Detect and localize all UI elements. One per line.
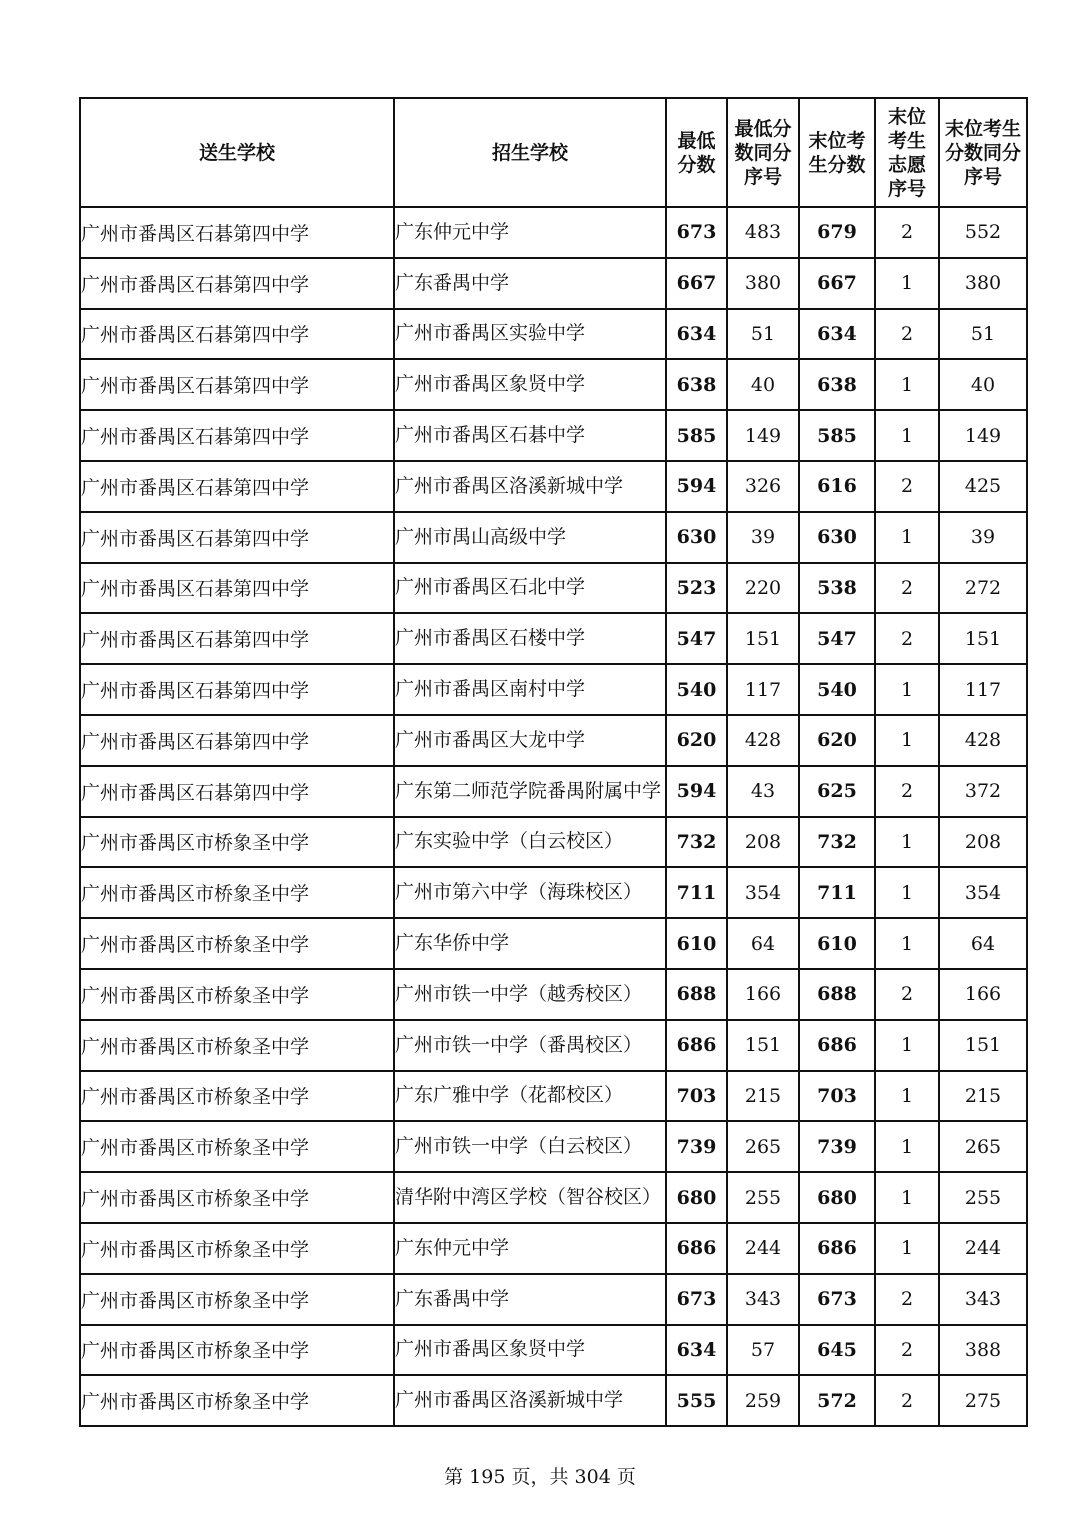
cell-last-choice-rank: 1 — [875, 1223, 939, 1274]
cell-admitting-school: 广州市番禺区象贤中学 — [394, 359, 666, 410]
cell-last-choice-rank: 1 — [875, 664, 939, 715]
cell-sending-school: 广州市番禺区石碁第四中学 — [80, 664, 394, 715]
cell-min-score-tie-rank: 151 — [727, 613, 799, 664]
cell-last-score-tie-rank: 354 — [939, 867, 1027, 918]
cell-sending-school: 广州市番禺区石碁第四中学 — [80, 715, 394, 766]
cell-sending-school: 广州市番禺区市桥象圣中学 — [80, 867, 394, 918]
cell-last-score: 673 — [799, 1274, 875, 1325]
cell-min-score: 680 — [666, 1172, 727, 1223]
cell-last-score-tie-rank: 425 — [939, 461, 1027, 512]
cell-min-score-tie-rank: 220 — [727, 563, 799, 614]
cell-last-score-tie-rank: 372 — [939, 766, 1027, 817]
score-table — [79, 97, 1028, 1427]
cell-min-score: 688 — [666, 969, 727, 1020]
table-body — [80, 207, 1027, 1426]
table-row — [80, 1325, 1027, 1376]
cell-sending-school: 广州市番禺区石碁第四中学 — [80, 207, 394, 258]
cell-last-score-tie-rank: 208 — [939, 817, 1027, 868]
cell-last-score: 572 — [799, 1375, 875, 1426]
cell-min-score-tie-rank: 255 — [727, 1172, 799, 1223]
cell-last-choice-rank: 2 — [875, 1274, 939, 1325]
cell-admitting-school: 广州市铁一中学（番禺校区） — [394, 1020, 666, 1071]
cell-sending-school: 广州市番禺区石碁第四中学 — [80, 410, 394, 461]
header-last-score-tie-rank: 末位考生分数同分序号 — [939, 98, 1027, 207]
cell-last-score: 540 — [799, 664, 875, 715]
cell-last-score-tie-rank: 151 — [939, 1020, 1027, 1071]
cell-last-score: 585 — [799, 410, 875, 461]
cell-min-score: 638 — [666, 359, 727, 410]
cell-admitting-school: 广州市番禺区洛溪新城中学 — [394, 461, 666, 512]
table-row — [80, 969, 1027, 1020]
cell-min-score-tie-rank: 428 — [727, 715, 799, 766]
table-row — [80, 867, 1027, 918]
cell-min-score-tie-rank: 343 — [727, 1274, 799, 1325]
cell-admitting-school: 广州市番禺区南村中学 — [394, 664, 666, 715]
cell-admitting-school: 广州市铁一中学（白云校区） — [394, 1121, 666, 1172]
cell-admitting-school: 广州市番禺区石楼中学 — [394, 613, 666, 664]
cell-min-score: 630 — [666, 512, 727, 563]
cell-min-score: 711 — [666, 867, 727, 918]
cell-last-choice-rank: 2 — [875, 207, 939, 258]
table-row — [80, 664, 1027, 715]
cell-admitting-school: 广东实验中学（白云校区） — [394, 817, 666, 868]
cell-min-score: 673 — [666, 1274, 727, 1325]
cell-min-score: 523 — [666, 563, 727, 614]
cell-admitting-school: 广东仲元中学 — [394, 1223, 666, 1274]
cell-last-score: 686 — [799, 1223, 875, 1274]
cell-admitting-school: 广州市番禺区象贤中学 — [394, 1325, 666, 1376]
cell-min-score: 739 — [666, 1121, 727, 1172]
cell-last-score: 680 — [799, 1172, 875, 1223]
cell-admitting-school: 广州市番禺区石碁中学 — [394, 410, 666, 461]
page-footer: 第 195 页，共 304 页 — [444, 1466, 636, 1488]
cell-sending-school: 广州市番禺区石碁第四中学 — [80, 258, 394, 309]
cell-sending-school: 广州市番禺区市桥象圣中学 — [80, 1274, 394, 1325]
cell-last-score-tie-rank: 39 — [939, 512, 1027, 563]
cell-min-score-tie-rank: 259 — [727, 1375, 799, 1426]
cell-last-score: 645 — [799, 1325, 875, 1376]
header-min-score-tie-rank: 最低分数同分序号 — [727, 98, 799, 207]
cell-admitting-school: 广州市番禺区石北中学 — [394, 563, 666, 614]
cell-last-score-tie-rank: 343 — [939, 1274, 1027, 1325]
cell-last-score-tie-rank: 244 — [939, 1223, 1027, 1274]
cell-min-score: 686 — [666, 1223, 727, 1274]
cell-min-score: 686 — [666, 1020, 727, 1071]
cell-sending-school: 广州市番禺区市桥象圣中学 — [80, 1375, 394, 1426]
cell-admitting-school: 广东番禺中学 — [394, 1274, 666, 1325]
cell-sending-school: 广州市番禺区石碁第四中学 — [80, 461, 394, 512]
cell-last-score: 703 — [799, 1071, 875, 1122]
cell-last-score-tie-rank: 215 — [939, 1071, 1027, 1122]
table-row — [80, 258, 1027, 309]
cell-min-score-tie-rank: 166 — [727, 969, 799, 1020]
cell-admitting-school: 清华附中湾区学校（智谷校区） — [394, 1172, 666, 1223]
cell-last-choice-rank: 1 — [875, 410, 939, 461]
cell-last-choice-rank: 2 — [875, 309, 939, 360]
cell-admitting-school: 广东仲元中学 — [394, 207, 666, 258]
cell-last-score: 620 — [799, 715, 875, 766]
cell-min-score-tie-rank: 149 — [727, 410, 799, 461]
cell-last-score-tie-rank: 428 — [939, 715, 1027, 766]
cell-last-score-tie-rank: 151 — [939, 613, 1027, 664]
cell-last-choice-rank: 1 — [875, 715, 939, 766]
cell-sending-school: 广州市番禺区石碁第四中学 — [80, 359, 394, 410]
cell-min-score-tie-rank: 64 — [727, 918, 799, 969]
cell-sending-school: 广州市番禺区市桥象圣中学 — [80, 1325, 394, 1376]
cell-last-score: 625 — [799, 766, 875, 817]
cell-last-score: 686 — [799, 1020, 875, 1071]
cell-min-score: 634 — [666, 1325, 727, 1376]
cell-min-score-tie-rank: 354 — [727, 867, 799, 918]
cell-admitting-school: 广州市铁一中学（越秀校区） — [394, 969, 666, 1020]
table-row — [80, 1172, 1027, 1223]
cell-min-score: 620 — [666, 715, 727, 766]
table-row — [80, 461, 1027, 512]
cell-last-score-tie-rank: 380 — [939, 258, 1027, 309]
cell-last-choice-rank: 2 — [875, 1325, 939, 1376]
cell-last-choice-rank: 1 — [875, 1121, 939, 1172]
table-row — [80, 1223, 1027, 1274]
table-row — [80, 207, 1027, 258]
cell-admitting-school: 广东第二师范学院番禺附属中学 — [394, 766, 666, 817]
cell-last-score: 538 — [799, 563, 875, 614]
cell-last-choice-rank: 2 — [875, 1375, 939, 1426]
cell-last-choice-rank: 1 — [875, 1020, 939, 1071]
cell-last-score: 679 — [799, 207, 875, 258]
header-last-choice-rank: 末位考生志愿序号 — [875, 98, 939, 207]
table-row — [80, 1071, 1027, 1122]
cell-sending-school: 广州市番禺区市桥象圣中学 — [80, 1071, 394, 1122]
cell-last-choice-rank: 1 — [875, 867, 939, 918]
cell-last-score: 630 — [799, 512, 875, 563]
cell-last-score-tie-rank: 275 — [939, 1375, 1027, 1426]
cell-last-score: 634 — [799, 309, 875, 360]
cell-last-choice-rank: 2 — [875, 461, 939, 512]
cell-last-score-tie-rank: 117 — [939, 664, 1027, 715]
cell-last-choice-rank: 1 — [875, 1172, 939, 1223]
cell-min-score-tie-rank: 117 — [727, 664, 799, 715]
cell-min-score-tie-rank: 380 — [727, 258, 799, 309]
cell-min-score: 594 — [666, 766, 727, 817]
cell-admitting-school: 广东番禺中学 — [394, 258, 666, 309]
table-row — [80, 817, 1027, 868]
table-row — [80, 715, 1027, 766]
cell-admitting-school: 广州市番禺区洛溪新城中学 — [394, 1375, 666, 1426]
cell-min-score: 732 — [666, 817, 727, 868]
cell-min-score-tie-rank: 208 — [727, 817, 799, 868]
cell-last-score-tie-rank: 265 — [939, 1121, 1027, 1172]
cell-last-score: 739 — [799, 1121, 875, 1172]
cell-admitting-school: 广州市番禺区实验中学 — [394, 309, 666, 360]
cell-min-score-tie-rank: 244 — [727, 1223, 799, 1274]
cell-last-choice-rank: 2 — [875, 563, 939, 614]
cell-last-score-tie-rank: 40 — [939, 359, 1027, 410]
cell-admitting-school: 广州市第六中学（海珠校区） — [394, 867, 666, 918]
cell-last-choice-rank: 1 — [875, 918, 939, 969]
table-row — [80, 512, 1027, 563]
table-row — [80, 309, 1027, 360]
cell-min-score: 673 — [666, 207, 727, 258]
table-header-row — [80, 98, 1027, 207]
cell-min-score-tie-rank: 483 — [727, 207, 799, 258]
table-row — [80, 1375, 1027, 1426]
cell-last-score: 610 — [799, 918, 875, 969]
cell-sending-school: 广州市番禺区市桥象圣中学 — [80, 969, 394, 1020]
cell-min-score-tie-rank: 151 — [727, 1020, 799, 1071]
cell-admitting-school: 广东广雅中学（花都校区） — [394, 1071, 666, 1122]
cell-last-score: 638 — [799, 359, 875, 410]
table-row — [80, 1121, 1027, 1172]
cell-sending-school: 广州市番禺区市桥象圣中学 — [80, 918, 394, 969]
cell-last-score-tie-rank: 149 — [939, 410, 1027, 461]
cell-last-score: 616 — [799, 461, 875, 512]
cell-last-choice-rank: 2 — [875, 969, 939, 1020]
table-row — [80, 918, 1027, 969]
header-last-score: 末位考生分数 — [799, 98, 875, 207]
cell-min-score-tie-rank: 57 — [727, 1325, 799, 1376]
cell-min-score-tie-rank: 43 — [727, 766, 799, 817]
header-min-score: 最低分数 — [666, 98, 727, 207]
cell-sending-school: 广州市番禺区市桥象圣中学 — [80, 1020, 394, 1071]
cell-sending-school: 广州市番禺区石碁第四中学 — [80, 766, 394, 817]
table-row — [80, 1274, 1027, 1325]
cell-last-score-tie-rank: 166 — [939, 969, 1027, 1020]
cell-sending-school: 广州市番禺区石碁第四中学 — [80, 563, 394, 614]
cell-last-score: 688 — [799, 969, 875, 1020]
cell-min-score-tie-rank: 326 — [727, 461, 799, 512]
cell-min-score: 703 — [666, 1071, 727, 1122]
table-row — [80, 613, 1027, 664]
header-admitting-school: 招生学校 — [394, 98, 666, 207]
cell-last-score-tie-rank: 272 — [939, 563, 1027, 614]
cell-admitting-school: 广州市番禺区大龙中学 — [394, 715, 666, 766]
cell-min-score: 585 — [666, 410, 727, 461]
cell-min-score-tie-rank: 39 — [727, 512, 799, 563]
cell-last-score: 732 — [799, 817, 875, 868]
cell-admitting-school: 广州市禺山高级中学 — [394, 512, 666, 563]
cell-min-score: 547 — [666, 613, 727, 664]
table-row — [80, 563, 1027, 614]
cell-min-score: 540 — [666, 664, 727, 715]
cell-last-choice-rank: 1 — [875, 817, 939, 868]
cell-last-score: 667 — [799, 258, 875, 309]
cell-last-choice-rank: 1 — [875, 1071, 939, 1122]
cell-min-score-tie-rank: 265 — [727, 1121, 799, 1172]
cell-min-score-tie-rank: 51 — [727, 309, 799, 360]
cell-sending-school: 广州市番禺区市桥象圣中学 — [80, 817, 394, 868]
cell-min-score: 634 — [666, 309, 727, 360]
cell-sending-school: 广州市番禺区石碁第四中学 — [80, 309, 394, 360]
cell-last-score-tie-rank: 552 — [939, 207, 1027, 258]
table-row — [80, 1020, 1027, 1071]
cell-last-score-tie-rank: 64 — [939, 918, 1027, 969]
cell-last-score-tie-rank: 255 — [939, 1172, 1027, 1223]
cell-last-choice-rank: 2 — [875, 613, 939, 664]
cell-last-choice-rank: 2 — [875, 766, 939, 817]
cell-last-choice-rank: 1 — [875, 258, 939, 309]
cell-last-score: 547 — [799, 613, 875, 664]
cell-sending-school: 广州市番禺区市桥象圣中学 — [80, 1172, 394, 1223]
header-sending-school: 送生学校 — [80, 98, 394, 207]
cell-min-score: 594 — [666, 461, 727, 512]
cell-sending-school: 广州市番禺区石碁第四中学 — [80, 512, 394, 563]
cell-min-score-tie-rank: 40 — [727, 359, 799, 410]
cell-sending-school: 广州市番禺区石碁第四中学 — [80, 613, 394, 664]
cell-last-score-tie-rank: 388 — [939, 1325, 1027, 1376]
table-row — [80, 766, 1027, 817]
table-row — [80, 359, 1027, 410]
cell-sending-school: 广州市番禺区市桥象圣中学 — [80, 1223, 394, 1274]
cell-last-choice-rank: 1 — [875, 512, 939, 563]
cell-last-score-tie-rank: 51 — [939, 309, 1027, 360]
table-row — [80, 410, 1027, 461]
cell-last-choice-rank: 1 — [875, 359, 939, 410]
cell-min-score: 667 — [666, 258, 727, 309]
cell-admitting-school: 广东华侨中学 — [394, 918, 666, 969]
cell-min-score: 555 — [666, 1375, 727, 1426]
cell-min-score: 610 — [666, 918, 727, 969]
cell-sending-school: 广州市番禺区市桥象圣中学 — [80, 1121, 394, 1172]
cell-min-score-tie-rank: 215 — [727, 1071, 799, 1122]
cell-last-score: 711 — [799, 867, 875, 918]
